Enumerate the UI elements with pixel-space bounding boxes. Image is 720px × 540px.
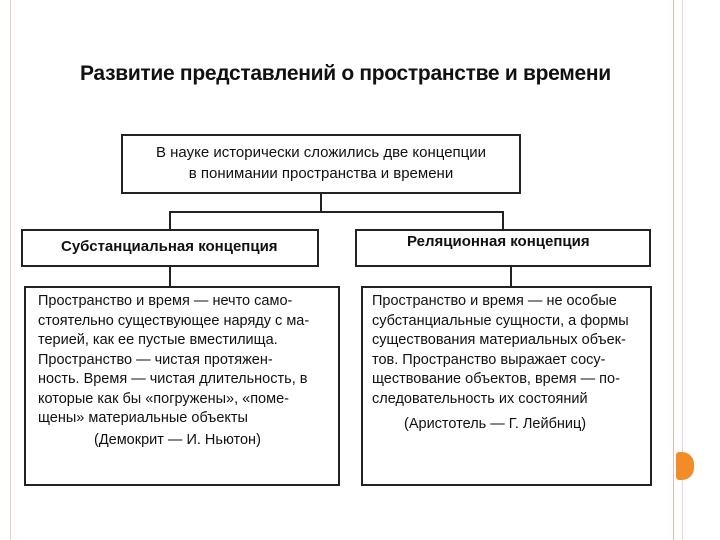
description-line: следовательность их состояний xyxy=(372,390,588,407)
description-line: субстанциальные сущности, а формы xyxy=(372,312,629,329)
root-concept-box xyxy=(121,134,521,194)
diagram-title: Развитие представлений о пространстве и времени xyxy=(80,62,611,85)
substantial-concept-box: Субстанциальная концепция xyxy=(21,229,319,267)
description-line: которые как бы «погружены», «поме- xyxy=(38,390,289,407)
description-line: Пространство и время — не особые xyxy=(372,293,617,309)
description-line: стоятельно существующее наряду с ма- xyxy=(38,312,310,329)
relational-concept-box: Реляционная концепция xyxy=(355,229,651,267)
description-line: ществование объектов, время — по- xyxy=(372,371,620,387)
description-line: Пространство — чистая протяжен- xyxy=(38,351,273,368)
description-line: щены» материальные объекты xyxy=(38,410,248,426)
relational-authors: (Аристотель — Г. Лейбниц) xyxy=(404,416,587,432)
description-line: существования материальных объек- xyxy=(372,332,626,348)
substantial-description-box xyxy=(24,286,340,486)
description-line: тов. Пространство выражает сосу- xyxy=(372,351,606,368)
description-line: Пространство и время — нечто само- xyxy=(38,293,293,309)
substantial-authors: (Демокрит — И. Ньютон) xyxy=(94,431,261,448)
description-line: терией, как ее пустые вместилища. xyxy=(38,332,278,348)
relational-description-box xyxy=(361,286,652,486)
root-line-1: В науке исторически сложились две концепции xyxy=(155,144,487,161)
root-line-2: в понимании пространства и времени xyxy=(188,165,454,182)
description-line: ность. Время — чистая длительность, в xyxy=(38,371,308,387)
